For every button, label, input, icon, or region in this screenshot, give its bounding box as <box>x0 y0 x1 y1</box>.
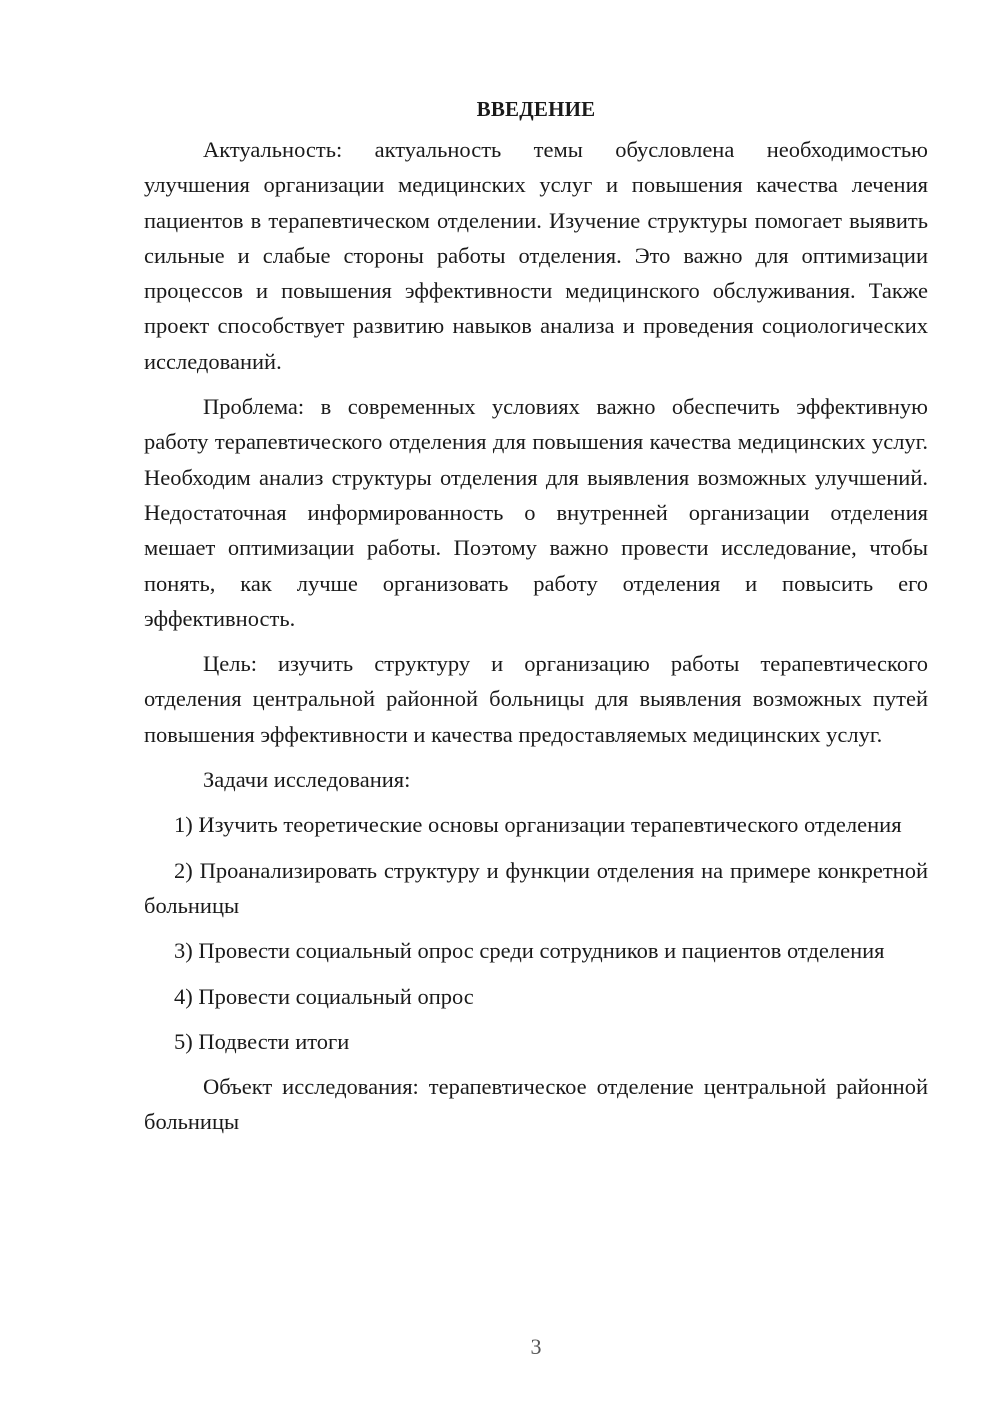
section-title: ВВЕДЕНИЕ <box>476 97 596 121</box>
problem-paragraph: Проблема: в современных условиях важно обеспечить эффективную работу терапевтического отделения для повышения качества медицинских услуг. Необходим анализ структуры отделения для выявления возможных улучшений. Недостаточная информированность о внутренней организации отделения мешает оптимизации работы. Поэтому важно провести исследование, чтобы понять, как лучше организовать работу отделения и повысить его эффективность. <box>144 394 928 631</box>
goal-paragraph: Цель: изучить структуру и организацию работы терапевтического отделения центральной районной больницы для выявления возможных путей повышения эффективности и качества предоставляемых медицинских услуг. <box>144 651 928 747</box>
task-item: 1) Изучить теоретические основы организации терапевтического отделения <box>174 812 902 838</box>
page-content <box>144 92 928 1150</box>
task-item: 4) Провести социальный опрос <box>174 983 474 1009</box>
task-item: 3) Провести социальный опрос среди сотрудников и пациентов отделения <box>174 938 885 964</box>
tasks-heading: Задачи исследования: <box>203 767 411 793</box>
relevance-paragraph: Актуальность: актуальность темы обусловлена необходимостью улучшения организации медицинских услуг и повышения качества лечения пациентов в терапевтическом отделении. Изучение структуры помогает выявить сильные и слабые стороны работы отделения. Это важно для оптимизации процессов и повышения эффективности медицинского обслуживания. Также проект способствует развитию навыков анализа и проведения социологических исследований. <box>144 137 928 374</box>
task-item: 5) Подвести итоги <box>174 1028 350 1054</box>
object-paragraph: Объект исследования: терапевтическое отделение центральной районной больницы <box>144 1074 928 1135</box>
task-item: 2) Проанализировать структуру и функции отделения на примере конкретной больницы <box>144 857 928 918</box>
page-number: 3 <box>530 1334 542 1359</box>
